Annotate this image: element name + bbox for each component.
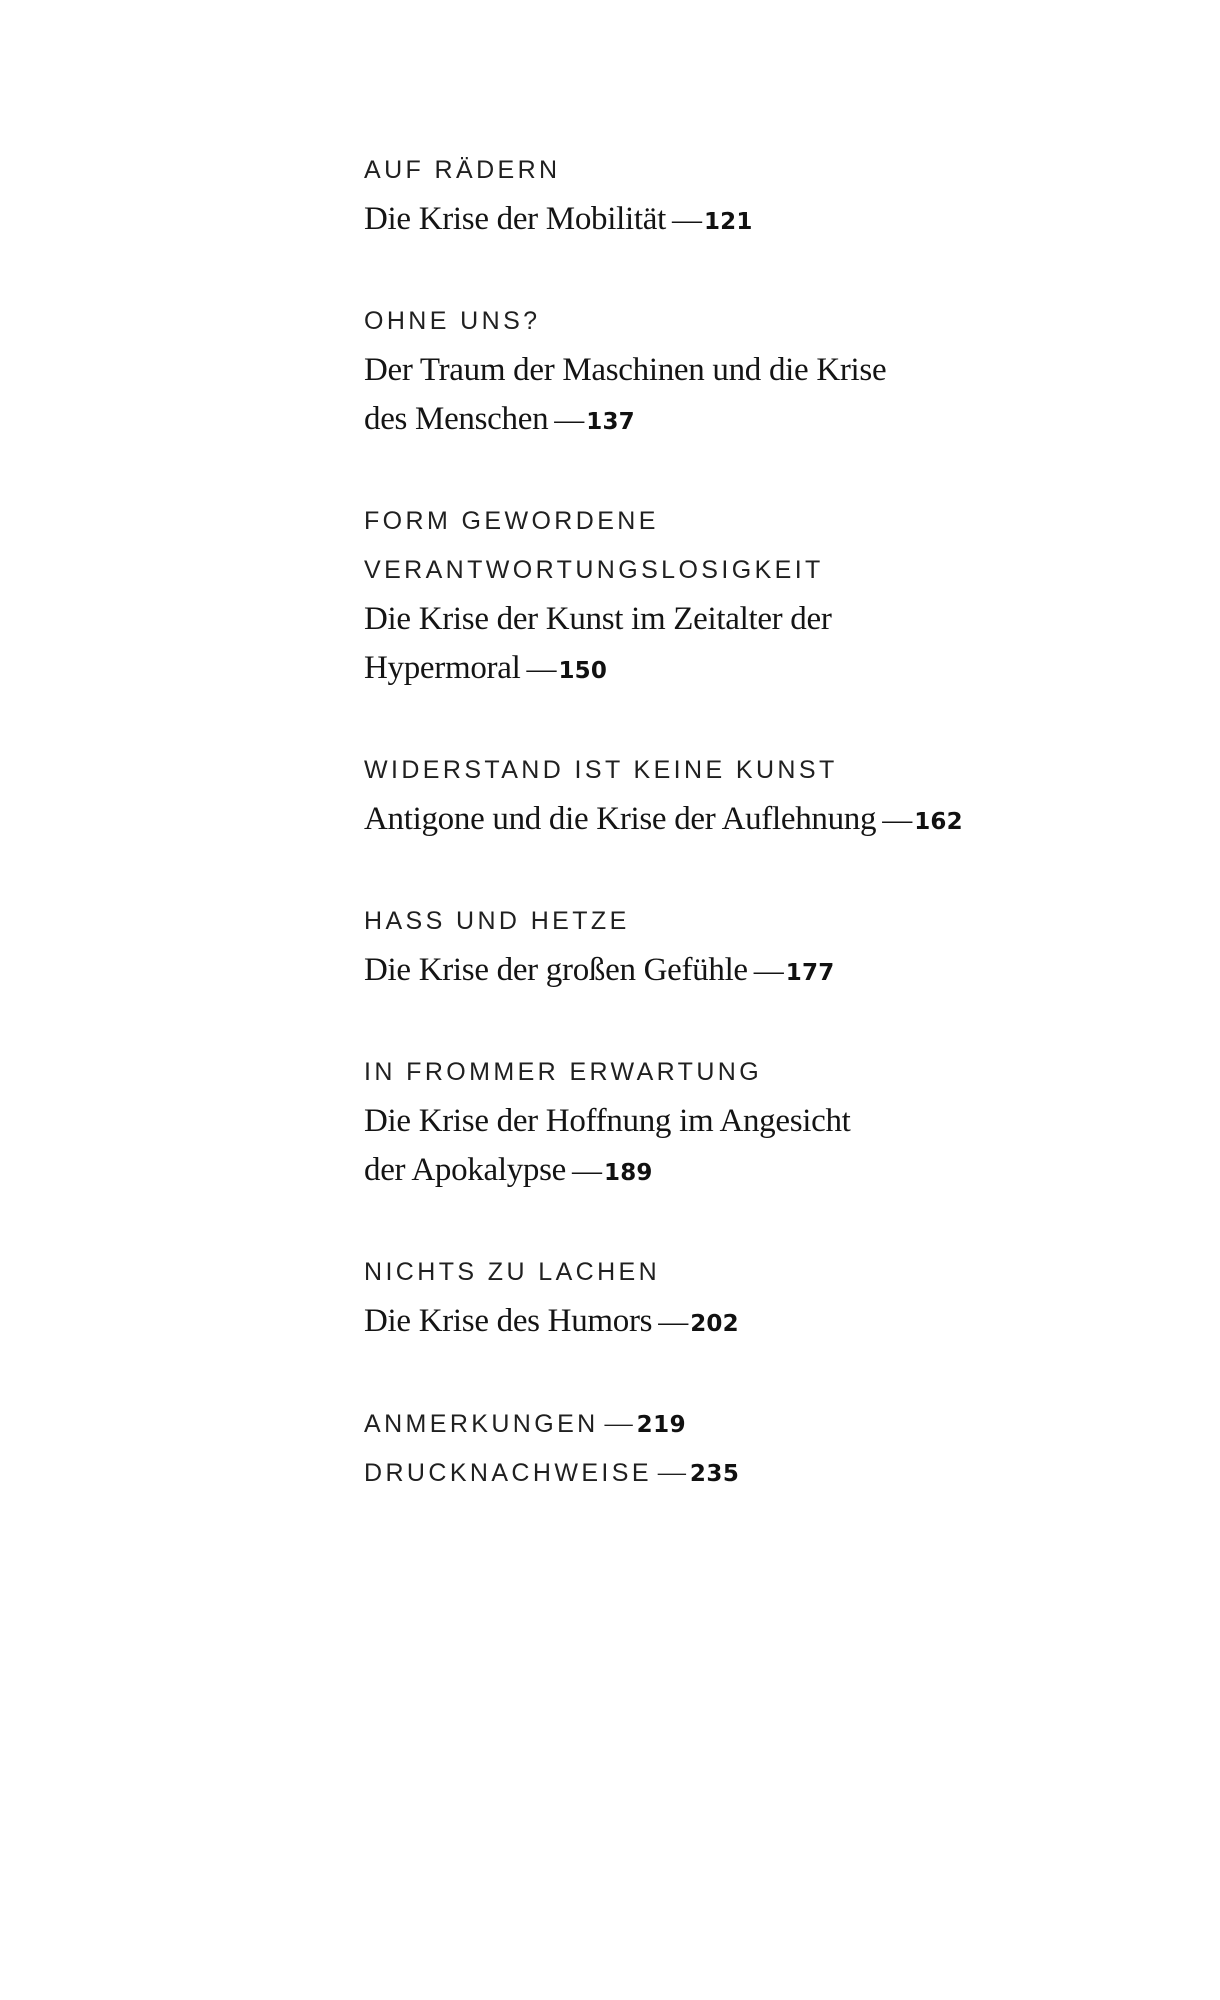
chapter-title [364,1097,1084,1198]
title-line: Antigone und die Krise der Auflehnung — 162 [364,801,963,837]
toc-entry[interactable] [364,897,1084,998]
em-dash-separator: — [658,1305,687,1338]
toc-entry[interactable] [364,1248,1084,1349]
chapter-heading: VERANTWORTUNGSLOSIGKEIT [364,556,824,584]
title-line: Der Traum der Maschinen und die Krise [364,352,887,388]
toc-entry[interactable] [364,497,1084,696]
back-matter-item-anmerkungen[interactable]: ANMERKUNGEN — 219 [364,1408,687,1439]
em-dash-separator: — [882,803,911,836]
title-line: der Apokalypse — 189 [364,1152,653,1188]
title-line: Die Krise des Humors — 202 [364,1303,739,1339]
chapter-heading: FORM GEWORDENE [364,507,659,535]
back-matter [364,1399,1084,1497]
chapter-heading: WIDERSTAND IST KEINE KUNST [364,756,838,784]
em-dash-separator: — [572,1154,601,1187]
toc-entry[interactable] [364,1048,1084,1198]
chapter-heading: IN FROMMER ERWARTUNG [364,1058,763,1086]
page-number: 219 [636,1412,687,1438]
table-of-contents [364,146,1084,1497]
title-line: Hypermoral — 150 [364,650,608,686]
em-dash-separator: — [554,403,583,436]
chapter-heading: OHNE UNS? [364,307,541,335]
chapter-title [364,946,1084,998]
em-dash-separator: — [671,203,700,236]
chapter-title [364,195,1084,247]
page-number: 235 [689,1461,740,1487]
page-number: 189 [604,1160,653,1186]
chapter-heading: HASS UND HETZE [364,907,630,935]
page-number: 162 [914,809,963,835]
page-number: 202 [690,1311,739,1337]
chapter-title [364,795,1084,847]
toc-entry[interactable] [364,297,1084,447]
chapter-heading: AUF RÄDERN [364,156,561,184]
em-dash-separator: — [753,954,782,987]
page-number: 137 [586,409,635,435]
chapter-title [364,595,1084,696]
page-number: 121 [703,209,753,235]
em-dash-separator: — [604,1408,631,1439]
page-number: 177 [785,960,835,986]
title-line: des Menschen — 137 [364,401,635,437]
back-matter-item-drucknachweise[interactable]: DRUCKNACHWEISE — 235 [364,1457,740,1488]
title-line: Die Krise der Mobilität — 121 [364,201,753,237]
title-line: Die Krise der Kunst im Zeitalter der [364,601,832,637]
toc-entry[interactable] [364,146,1084,247]
chapter-title [364,346,1084,447]
em-dash-separator: — [657,1457,684,1488]
page-number: 150 [558,658,608,684]
toc-entry[interactable] [364,746,1084,847]
chapter-title [364,1297,1084,1349]
em-dash-separator: — [526,652,555,685]
chapter-heading: NICHTS ZU LACHEN [364,1258,661,1286]
title-line: Die Krise der Hoffnung im Angesicht [364,1103,851,1139]
title-line: Die Krise der großen Gefühle — 177 [364,952,835,988]
